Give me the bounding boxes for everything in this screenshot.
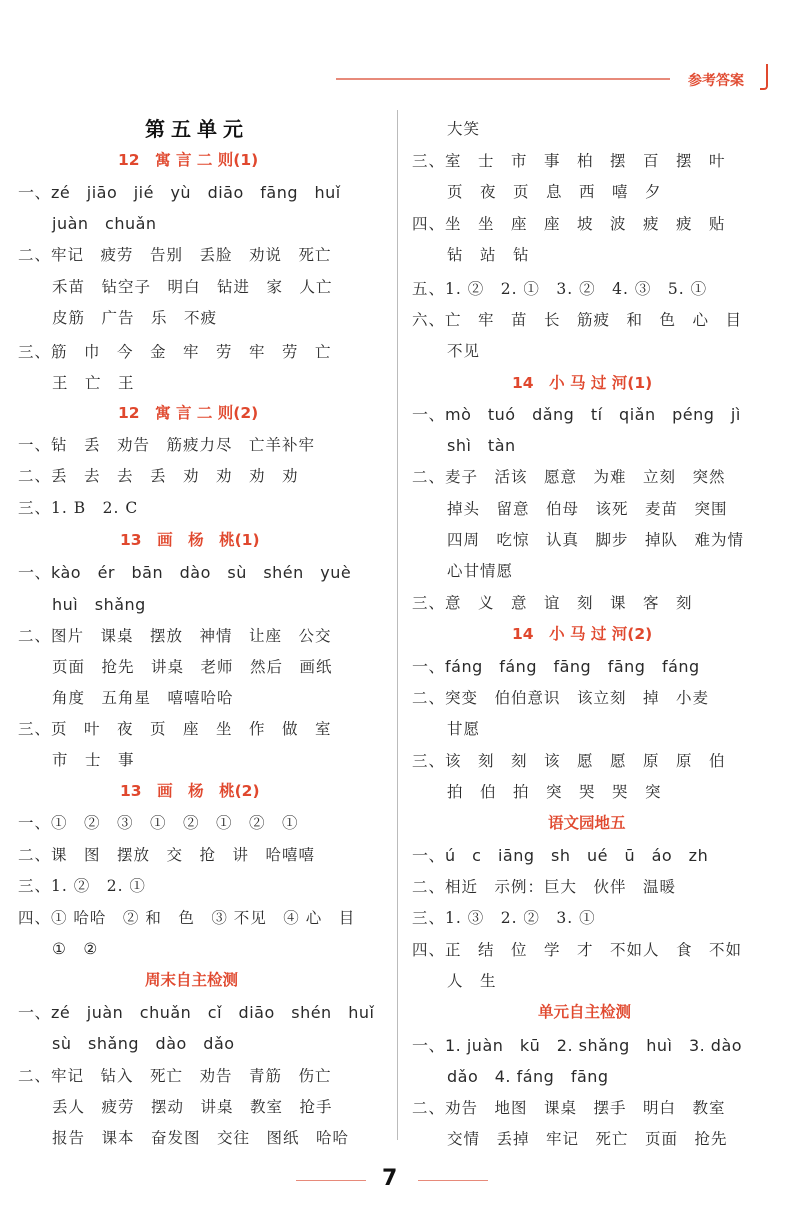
answer-line: 不见 xyxy=(447,342,481,360)
answer-line: 二、牢记 钻入 死亡 劝告 青筋 伤亡 xyxy=(18,1067,332,1085)
answer-line: 一、fáng fáng fāng fāng fáng xyxy=(412,657,700,676)
header-corner-mark xyxy=(760,64,768,90)
answer-line: juàn chuǎn xyxy=(52,214,157,233)
answer-line: 三、1. ② 2. ① xyxy=(18,877,146,895)
answer-line: 二、劝告 地图 课桌 摆手 明白 教室 xyxy=(412,1099,726,1117)
answer-line: 二、麦子 活该 愿意 为难 立刻 突然 xyxy=(412,468,726,486)
answer-line: 三、室 士 市 事 柏 摆 百 摆 叶 xyxy=(412,152,726,170)
page-number: 7 xyxy=(382,1166,398,1191)
answer-line: 六、亡 牢 苗 长 筋疲 和 色 心 目 xyxy=(412,311,743,329)
header-line xyxy=(336,78,670,80)
section-heading: 12 寓 言 二 则(2) xyxy=(118,404,259,422)
answer-line: 三、筋 巾 今 金 牢 劳 牢 劳 亡 xyxy=(18,343,332,361)
answer-line: 四、正 结 位 学 才 不如人 食 不如 xyxy=(412,941,743,959)
answer-line: 二、相近 示例：巨大 伙伴 温暖 xyxy=(412,878,677,896)
section-heading: 14 小 马 过 河(1) xyxy=(512,374,653,392)
answer-line: 三、页 叶 夜 页 座 坐 作 做 室 xyxy=(18,720,332,738)
footer-line-right xyxy=(418,1180,488,1181)
answer-line: 拍 伯 拍 突 哭 哭 突 xyxy=(447,783,662,801)
section-heading: 13 画 杨 桃(2) xyxy=(120,782,260,800)
answer-line: 禾苗 钻空子 明白 钻进 家 人亡 xyxy=(52,278,333,296)
answer-line: 二、课 图 摆放 交 抢 讲 哈嘻嘻 xyxy=(18,846,316,864)
answer-line: 页面 抢先 讲桌 老师 然后 画纸 xyxy=(52,658,333,676)
answer-line: 四、① 哈哈 ② 和 色 ③ 不见 ④ 心 目 xyxy=(18,909,356,927)
footer-line-left xyxy=(296,1180,366,1181)
answer-line: huì shǎng xyxy=(52,595,146,614)
answer-line: 王 亡 王 xyxy=(52,374,135,392)
answer-line: 交情 丢掉 牢记 死亡 页面 抢先 xyxy=(447,1130,728,1148)
answer-line: 一、kào ér bān dào sù shén yuè xyxy=(18,563,352,582)
answer-line: 一、ú c iāng sh ué ū áo zh xyxy=(412,846,709,865)
answer-line: 二、牢记 疲劳 告别 丢脸 劝说 死亡 xyxy=(18,246,332,264)
answer-line: 市 士 事 xyxy=(52,751,135,769)
answer-line: 甘愿 xyxy=(447,720,481,738)
answer-line: 皮筋 广告 乐 不疲 xyxy=(52,309,218,327)
answer-line: 一、zé jiāo jié yù diāo fāng huǐ xyxy=(18,183,341,202)
header-title: 参考答案 xyxy=(688,73,744,89)
answer-line: 钻 站 钻 xyxy=(447,246,530,264)
answer-line: 一、zé juàn chuǎn cǐ diāo shén huǐ xyxy=(18,1003,375,1022)
answer-line: 三、1. B 2. C xyxy=(18,499,139,517)
answer-line: 三、意 义 意 谊 刻 课 客 刻 xyxy=(412,594,693,612)
answer-line: 五、1. ② 2. ① 3. ② 4. ③ 5. ① xyxy=(412,280,708,298)
answer-line: 三、该 刻 刻 该 愿 愿 原 原 伯 xyxy=(412,752,726,770)
answer-line: 一、钻 丢 劝告 筋疲力尽 亡羊补牢 xyxy=(18,436,316,454)
answer-line: sù shǎng dào dǎo xyxy=(52,1034,235,1053)
answer-line: 一、mò tuó dǎng tí qiǎn péng jì xyxy=(412,405,741,424)
answer-line: 丢人 疲劳 摆动 讲桌 教室 抢手 xyxy=(52,1098,333,1116)
answer-line: 四周 吃惊 认真 脚步 掉队 难为情 xyxy=(447,531,745,549)
answer-line: 二、丢 去 去 丢 劝 劝 劝 劝 xyxy=(18,467,299,485)
section-heading: 语文园地五 xyxy=(548,814,626,832)
answer-line: ① ② xyxy=(52,940,99,958)
answer-line: 心甘情愿 xyxy=(447,562,514,580)
unit-title: 第五单元 xyxy=(145,117,249,141)
answer-line: 大笑 xyxy=(447,120,481,138)
answer-line: 一、1. juàn kū 2. shǎng huì 3. dào xyxy=(412,1036,743,1055)
answer-line: 人 生 xyxy=(447,972,497,990)
column-divider xyxy=(397,110,398,1140)
answer-line: 三、1. ③ 2. ② 3. ① xyxy=(412,909,596,927)
section-heading: 周末自主检测 xyxy=(145,971,239,989)
answer-line: 二、突变 伯伯意识 该立刻 掉 小麦 xyxy=(412,689,710,707)
answer-line: 掉头 留意 伯母 该死 麦苗 突围 xyxy=(447,500,728,518)
answer-line: 页 夜 页 息 西 嘻 夕 xyxy=(447,183,662,201)
answer-line: 报告 课本 奋发图 交往 图纸 哈哈 xyxy=(52,1129,350,1147)
answer-line: 四、坐 坐 座 座 坡 波 疲 疲 贴 xyxy=(412,215,726,233)
section-heading: 14 小 马 过 河(2) xyxy=(512,625,653,643)
answer-line: 二、图片 课桌 摆放 神情 让座 公交 xyxy=(18,627,332,645)
answer-line: 一、① ② ③ ① ② ① ② ① xyxy=(18,814,299,832)
section-heading: 12 寓 言 二 则(1) xyxy=(118,151,259,169)
section-heading: 单元自主检测 xyxy=(538,1003,632,1021)
section-heading: 13 画 杨 桃(1) xyxy=(120,531,260,549)
answer-line: shì tàn xyxy=(447,436,516,455)
answer-line: dǎo 4. fáng fāng xyxy=(447,1067,609,1086)
answer-line: 角度 五角星 嘻嘻哈哈 xyxy=(52,689,234,707)
